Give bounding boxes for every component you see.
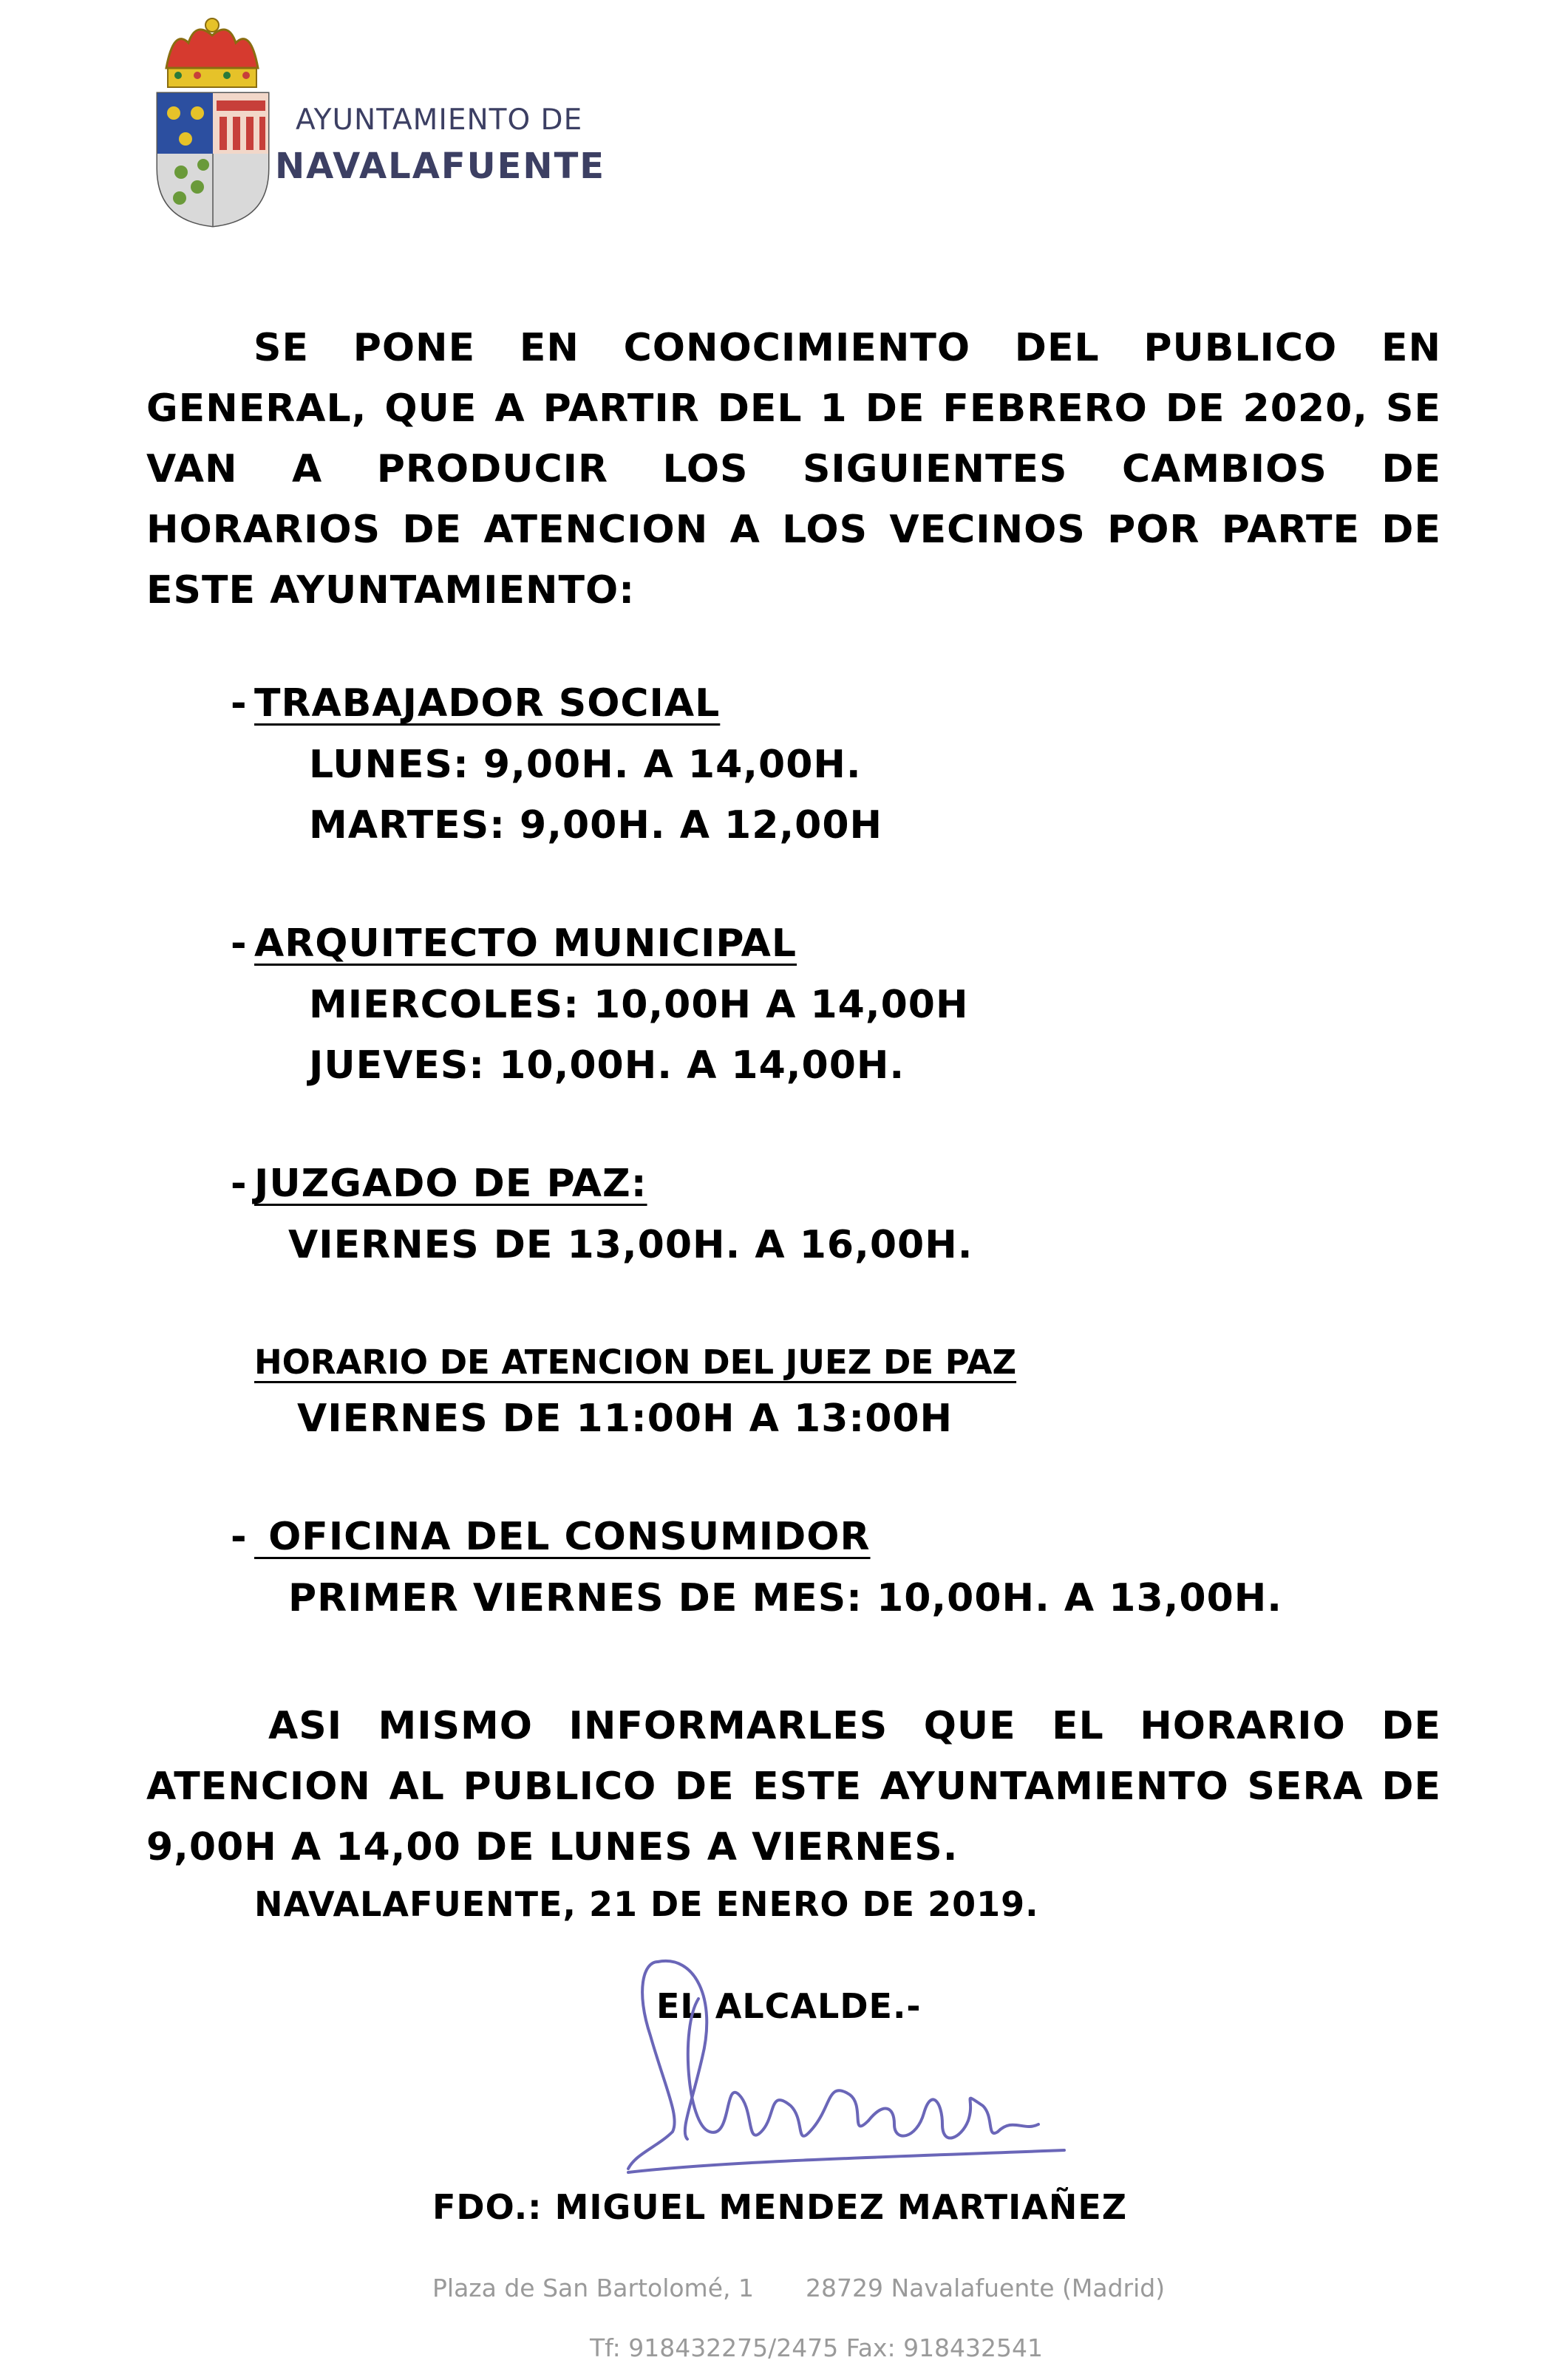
section-title-juzgado-de-paz: JUZGADO DE PAZ: <box>254 1162 647 1206</box>
intro-paragraph <box>146 318 1441 621</box>
coat-of-arms-icon <box>152 13 273 228</box>
org-name-line2: NAVALAFUENTE <box>275 146 606 187</box>
date-line: NAVALAFUENTE, 21 DE ENERO DE 2019. <box>254 1884 1039 1924</box>
section-dash: - <box>231 681 247 726</box>
section-dash: - <box>231 921 247 966</box>
closing-text: ASI MISMO INFORMARLES QUE EL HORARIO DE ATENCION AL PUBLICO DE ESTE AYUNTAMIENTO SERA DE 9,00H A 14,00 DE LUNES A VIERNES. <box>146 1704 1441 1869</box>
intro-text: SE PONE EN CONOCIMIENTO DEL PUBLICO EN GENERAL, QUE A PARTIR DEL 1 DE FEBRERO DE 2020, SE VAN A PRODUCIR LOS SIGUIENTES CAMBIOS DE HORARIOS DE ATENCION A LOS VECINOS POR PARTE DE ESTE AYUNTAMIENTO: <box>146 326 1441 613</box>
schedule-line: VIERNES DE 11:00H A 13:00H <box>297 1397 953 1441</box>
section-title-arquitecto-municipal: ARQUITECTO MUNICIPAL <box>254 921 797 966</box>
schedule-line: VIERNES DE 13,00H. A 16,00H. <box>288 1223 973 1267</box>
schedule-line: PRIMER VIERNES DE MES: 10,00H. A 13,00H. <box>288 1576 1283 1620</box>
section-title-trabajador-social: TRABAJADOR SOCIAL <box>254 681 721 726</box>
signature-role: EL ALCALDE.- <box>656 1986 922 2026</box>
signed-by-name: FDO.: MIGUEL MENDEZ MARTIAÑEZ <box>432 2187 1128 2227</box>
handwritten-signature-icon <box>613 1947 1086 2183</box>
section-title-oficina-consumidor: OFICINA DEL CONSUMIDOR <box>254 1515 871 1559</box>
section-dash: - <box>231 1162 247 1206</box>
schedule-line: MARTES: 9,00H. A 12,00H <box>309 803 883 848</box>
schedule-line: JUEVES: 10,00H. A 14,00H. <box>309 1043 905 1088</box>
section-dash: - <box>231 1515 247 1559</box>
org-name-line1: AYUNTAMIENTO DE <box>296 103 583 137</box>
schedule-line: MIERCOLES: 10,00H A 14,00H <box>309 983 969 1027</box>
schedule-line: LUNES: 9,00H. A 14,00H. <box>309 743 862 787</box>
footer-postal: 28729 Navalafuente (Madrid) <box>806 2274 1166 2302</box>
closing-paragraph <box>146 1696 1441 1878</box>
footer-address: Plaza de San Bartolomé, 1 <box>432 2274 754 2302</box>
footer-phones: Tf: 918432275/2475 Fax: 918432541 <box>590 2333 1044 2362</box>
section-title-juez-de-paz: HORARIO DE ATENCION DEL JUEZ DE PAZ <box>254 1343 1017 1382</box>
